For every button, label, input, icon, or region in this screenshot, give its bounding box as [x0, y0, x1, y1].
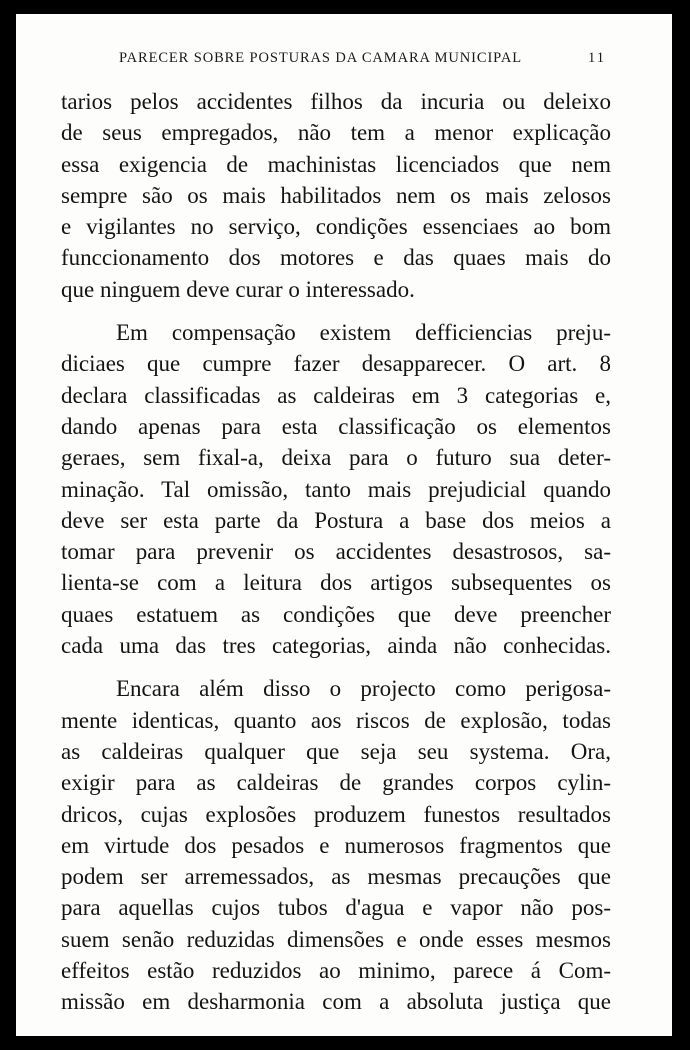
text-line: tarios pelos accidentes filhos da incuria ou deleixo	[61, 89, 611, 114]
text-line: dricos, cujas explosões produzem funestos resultados	[61, 801, 611, 827]
text-line: exigir para as caldeiras de grandes corpos cylin-	[61, 770, 611, 796]
paragraph	[61, 673, 611, 1017]
text-line: minação. Tal omissão, tanto mais prejudicial quando	[61, 476, 611, 502]
text-line: diciaes que cumpre fazer desapparecer. O art. 8	[61, 351, 611, 377]
paragraph	[61, 317, 611, 661]
text-line: essa exigencia de machinistas licenciados que nem	[61, 151, 611, 177]
paragraph-gap	[61, 661, 611, 673]
paragraph-gap	[61, 305, 611, 317]
text-line: geraes, sem fixal-a, deixa para o futuro sua deter-	[61, 445, 611, 471]
text-line: Em compensação existem defficiencias preju-	[116, 320, 611, 346]
text-line: cada uma das tres categorias, ainda não conhecidas.	[61, 633, 611, 659]
text-line: suem senão reduzidas dimensões e onde esses mesmos	[61, 926, 611, 952]
text-line: quaes estatuem as condições que deve preencher	[61, 601, 611, 627]
running-title: PARECER SOBRE POSTURAS DA CAMARA MUNICIPAL	[119, 50, 522, 66]
text-line: tomar para prevenir os accidentes desastrosos, sa-	[61, 539, 611, 565]
text-line: as caldeiras qualquer que seja seu systema. Ora,	[61, 738, 611, 764]
text-line: declara classificadas as caldeiras em 3 categorias e,	[61, 382, 611, 408]
text-line: Encara além disso o projecto como perigosa-	[116, 676, 611, 702]
text-line: que ninguem deve curar o interessado.	[61, 276, 415, 302]
text-line: funccionamento dos motores e das quaes mais do	[61, 245, 611, 271]
text-line: missão em desharmonia com a absoluta justiça que	[61, 989, 611, 1015]
text-line: deve ser esta parte da Postura a base dos meios a	[61, 507, 611, 533]
text-line: e vigilantes no serviço, condições essenciaes ao bom	[61, 214, 611, 240]
paragraph	[61, 86, 611, 305]
text-line: sempre são os mais habilitados nem os mais zelosos	[61, 182, 611, 208]
running-header	[16, 48, 672, 72]
text-line: lienta-se com a leitura dos artigos subsequentes os	[61, 570, 611, 596]
text-line: de seus empregados, não tem a menor explicação	[61, 120, 611, 146]
page-number: 11	[588, 50, 606, 66]
text-line: podem ser arremessados, as mesmas precauções que	[61, 864, 611, 890]
text-line: effeitos estão reduzidos ao minimo, parece á Com-	[61, 958, 611, 984]
text-line: dando apenas para esta classificação os elementos	[61, 413, 611, 439]
body-text	[61, 86, 611, 1018]
text-line: mente identicas, quanto aos riscos de explosão, todas	[61, 707, 611, 733]
book-page	[16, 14, 672, 1036]
text-line: para aquellas cujos tubos d'agua e vapor não pos-	[61, 895, 611, 921]
text-line: em virtude dos pesados e numerosos fragmentos que	[61, 832, 611, 858]
